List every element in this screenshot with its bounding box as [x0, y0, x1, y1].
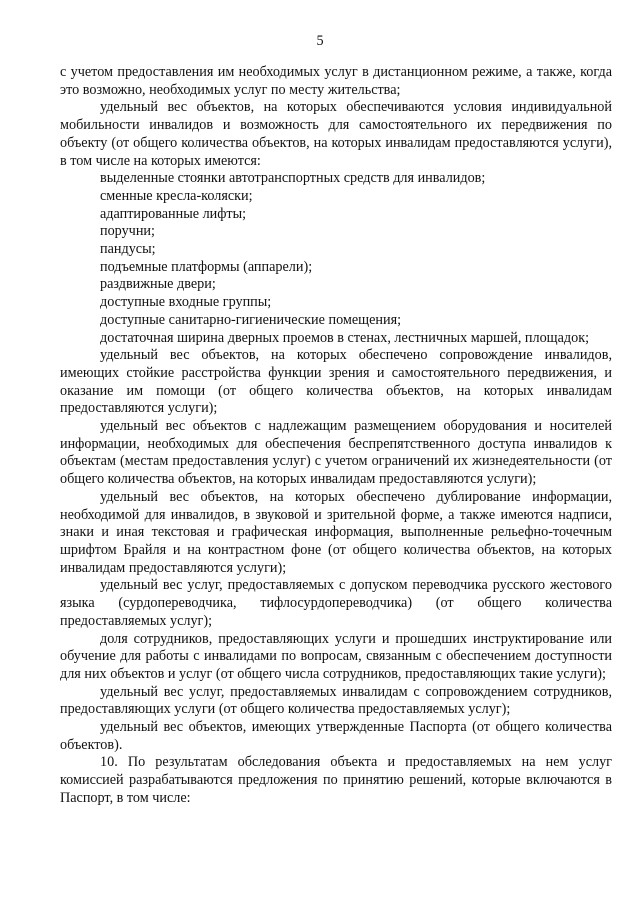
paragraph: 10. По результатам обследования объекта и предоставляемых на нем услуг комиссией разрабатываются предложения по принятию решений, которые включаются в Паспорт, в том числе: — [60, 754, 612, 806]
list-item: подъемные платформы (аппарели); — [100, 258, 313, 275]
list-item: адаптированные лифты; — [100, 205, 247, 222]
paragraph: удельный вес услуг, предоставляемых с допуском переводчика русского жестового языка (сурдопереводчика, тифлосурдопереводчика) (от общего количества предоставляемых услуг); — [60, 577, 612, 629]
list-item: выделенные стоянки автотранспортных средств для инвалидов; — [100, 170, 486, 187]
paragraph: удельный вес услуг, предоставляемых инвалидам с сопровождением сотрудников, предоставляющих услуги (от общего количества предоставляемых услуг); — [60, 683, 612, 718]
list-item: доступные санитарно-гигиенические помещения; — [100, 311, 402, 328]
paragraph: с учетом предоставления им необходимых услуг в дистанционном режиме, а также, когда это возможно, необходимых услуг по месту жительства; — [60, 64, 612, 98]
list-item: пандусы; — [100, 241, 156, 258]
list-item: поручни; — [100, 223, 155, 240]
document-body — [60, 64, 612, 808]
list-item: доступные входные группы; — [100, 294, 272, 311]
paragraph: удельный вес объектов, на которых обеспечено сопровождение инвалидов, имеющих стойкие расстройства функции зрения и самостоятельного передвижения, и оказание им помощи (от общего количества объектов, на которых инвалидам предоставляются услуги); — [60, 347, 612, 417]
paragraph: доля сотрудников, предоставляющих услуги и прошедших инструктирование или обучение для работы с инвалидами по вопросам, связанным с обеспечением доступности для них объектов и услуг (от общего числа сотрудников, предоставляющих такие услуги); — [60, 630, 612, 682]
facility-list — [60, 170, 612, 329]
paragraph: удельный вес объектов, на которых обеспечено дублирование информации, необходимой для инвалидов, в звуковой и зрительной форме, а также имеются надписи, знаки и иная текстовая и графическая информация, выполненные рельефно-точечным шрифтом Брайля и на контрастном фоне (от общего количества объектов, на которых инвалидам предоставляются услуги); — [60, 488, 612, 576]
paragraph: удельный вес объектов, имеющих утвержденные Паспорта (от общего количества объектов). — [60, 719, 612, 753]
list-item: раздвижные двери; — [100, 276, 216, 293]
list-item: сменные кресла-коляски; — [100, 187, 253, 204]
paragraph: достаточная ширина дверных проемов в стенах, лестничных маршей, площадок; — [100, 329, 590, 346]
paragraph: удельный вес объектов с надлежащим размещением оборудования и носителей информации, необходимых для обеспечения беспрепятственного доступа инвалидов к объектам (местам предоставления услуг) с учетом ограничений их жизнедеятельности (от общего количества объектов, на которых инвалидам предоставляются услуги); — [60, 418, 612, 488]
paragraph: удельный вес объектов, на которых обеспечиваются условия индивидуальной мобильности инвалидов и возможность для самостоятельного их передвижения по объекту (от общего количества объектов, на которых инвалидам предоставляются услуги), в том числе на которых имеются: — [60, 99, 612, 169]
page-number: 5 — [316, 33, 324, 49]
